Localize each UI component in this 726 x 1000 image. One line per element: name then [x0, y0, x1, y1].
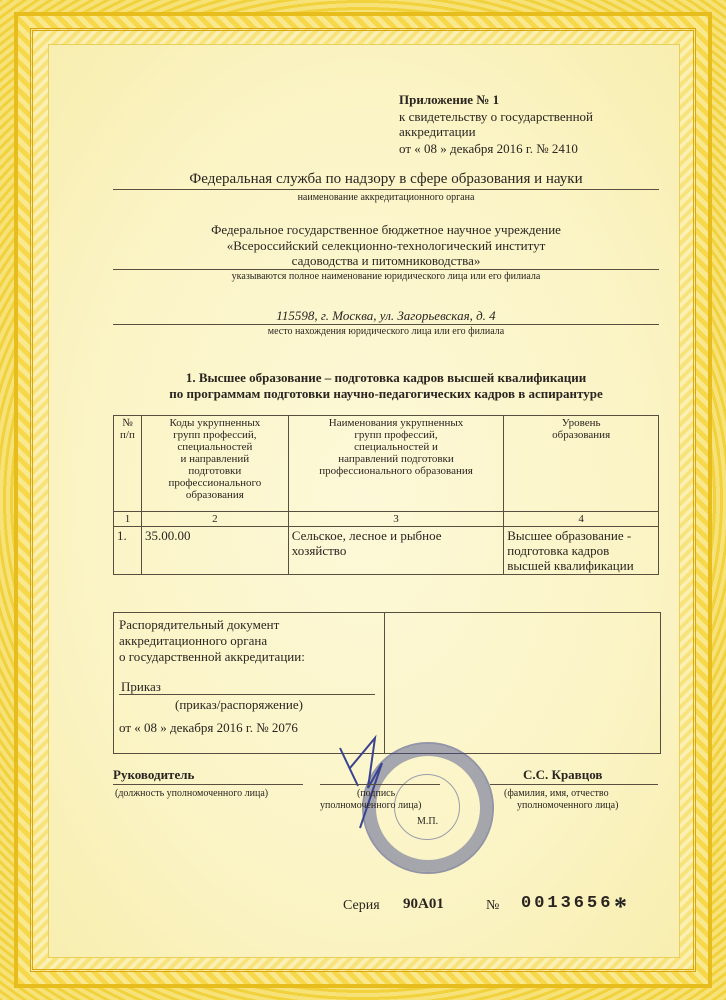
signature-underline: [320, 784, 440, 785]
position-underline: [113, 784, 303, 785]
signatory-name: С.С. Кравцов: [523, 767, 603, 782]
agency-underline: [113, 189, 659, 190]
agency-caption: наименование аккредитационного органа: [297, 192, 475, 203]
org-underline: [113, 269, 659, 270]
address-underline: [113, 324, 659, 325]
order-line3: о государственной аккредитации:: [119, 649, 305, 664]
name-underline: [490, 784, 658, 785]
address-caption: место нахождения юридического лица или его филиала: [267, 326, 505, 337]
org-caption: указываются полное наименование юридического лица или его филиала: [231, 271, 541, 282]
order-type-caption: (приказ/распоряжение): [175, 697, 303, 712]
colnum-3: 3: [288, 512, 504, 527]
order-type: Приказ: [121, 679, 161, 694]
org-line1: Федеральное государственное бюджетное научное учреждение: [211, 222, 561, 237]
row-level: Высшее образование - подготовка кадров высшей квалификации: [504, 527, 659, 575]
section-heading-line1: 1. Высшее образование – подготовка кадров высшей квалификации: [185, 370, 587, 385]
colnum-1: 1: [114, 512, 142, 527]
signature-icon: [320, 728, 410, 838]
header-codes: Коды укрупненных групп профессий, специальностей и направлений подготовки профессионального образования: [141, 416, 288, 512]
position-caption: (должность уполномоченного лица): [115, 788, 269, 799]
series-value: 90А01: [403, 896, 444, 912]
signatory-position: Руководитель: [113, 767, 195, 782]
order-date: от « 08 » декабря 2016 г. № 2076: [119, 720, 298, 735]
header-num: № п/п: [114, 416, 142, 512]
appendix-title: Приложение № 1: [399, 92, 500, 107]
seal-label: М.П.: [417, 816, 439, 827]
header-level: Уровень образования: [504, 416, 659, 512]
order-type-underline: [119, 694, 375, 695]
row-code: 35.00.00: [141, 527, 288, 575]
colnum-4: 4: [504, 512, 659, 527]
asterisk-mark: *: [614, 892, 627, 921]
appendix-line2: аккредитации: [399, 124, 476, 139]
row-num: 1.: [114, 527, 142, 575]
org-line3: садоводства и питомниководства»: [291, 253, 481, 268]
signature-caption-2: уполномоченного лица): [320, 800, 422, 811]
colnum-2: 2: [141, 512, 288, 527]
name-caption-2: уполномоченного лица): [517, 800, 619, 811]
appendix-date: от « 08 » декабря 2016 г. № 2410: [399, 141, 578, 156]
row-name: Сельское, лесное и рыбное хозяйство: [288, 527, 504, 575]
series-label: Серия: [343, 898, 380, 913]
signature-caption-1: (подпись: [357, 788, 396, 799]
serial-number: 0013656: [521, 894, 614, 913]
accreditation-table: [113, 415, 659, 575]
org-line2: «Всероссийский селекционно-технологический институт: [226, 238, 546, 253]
table-header-row: [114, 416, 659, 512]
number-label: №: [486, 898, 500, 913]
table-row: [114, 527, 659, 575]
address-value: 115598, г. Москва, ул. Загорьевская, д. 4: [276, 308, 496, 323]
name-caption-1: (фамилия, имя, отчество: [504, 788, 609, 799]
section-heading-line2: по программам подготовки научно-педагогических кадров в аспирантуре: [169, 386, 603, 401]
table-colnum-row: [114, 512, 659, 527]
agency-name: Федеральная служба по надзору в сфере образования и науки: [189, 171, 583, 187]
order-line2: аккредитационного органа: [119, 633, 268, 648]
appendix-line1: к свидетельству о государственной: [399, 109, 593, 124]
order-line1: Распорядительный документ: [119, 617, 280, 632]
header-names: Наименования укрупненных групп профессий, специальностей и направлений подготовки профессионального образования: [288, 416, 504, 512]
